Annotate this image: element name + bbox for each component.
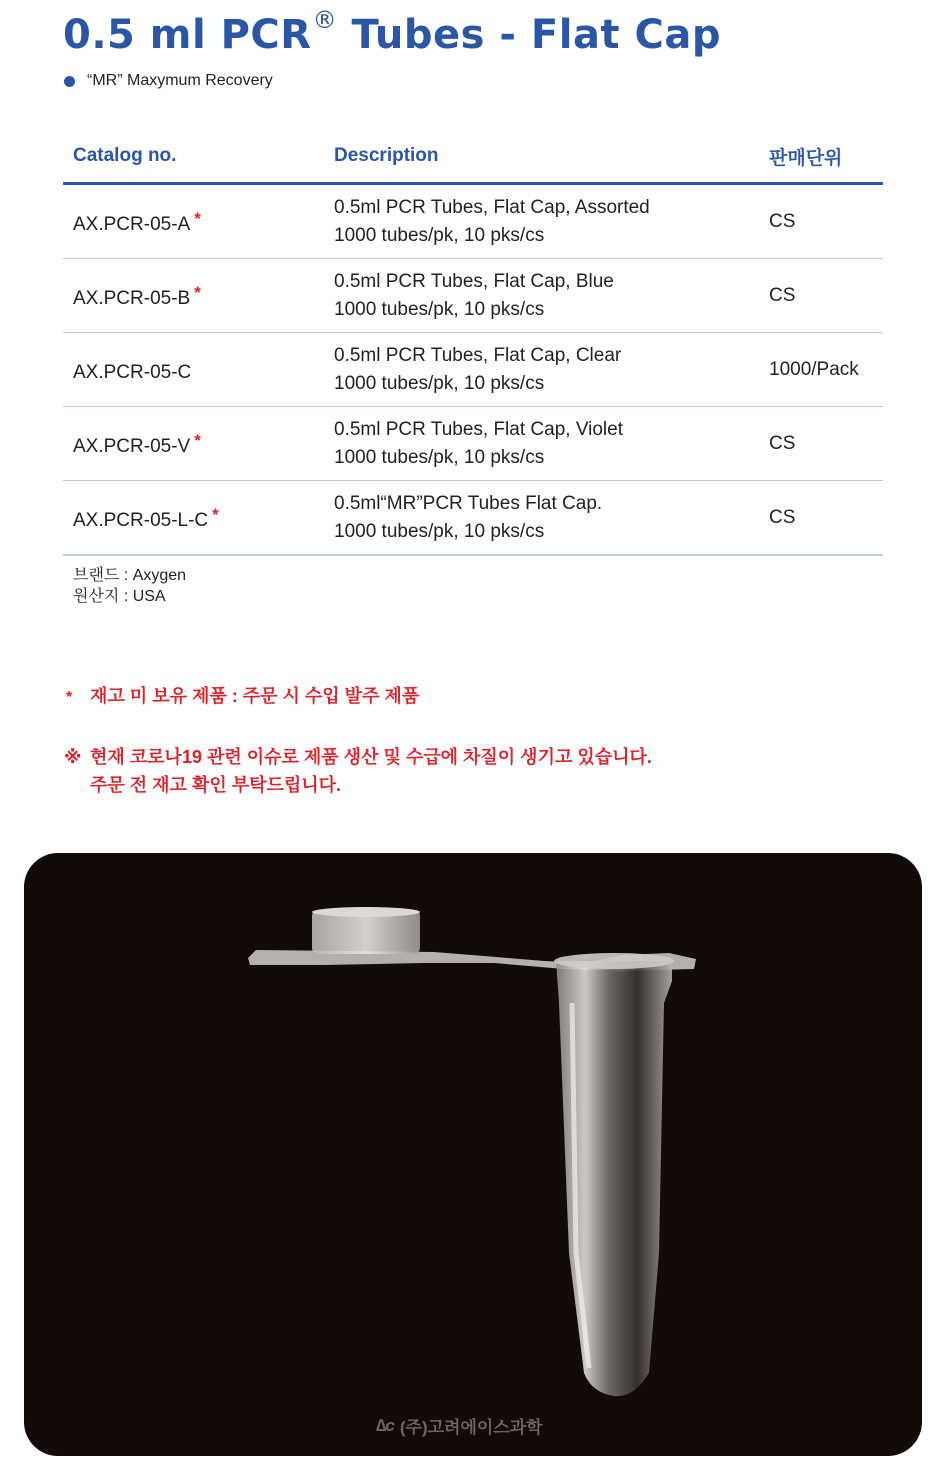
packaging-line: 1000 tubes/pk, 10 pks/cs [334,224,545,246]
bullet-dot-icon [64,76,75,87]
company-watermark [376,1413,543,1438]
header-catalog: Catalog no. [63,130,324,184]
description-cell [324,333,759,407]
out-of-stock-star: * [194,208,201,228]
out-of-stock-star: * [194,430,201,450]
covid-notice [64,743,652,799]
catalog-cell [63,333,324,407]
header-description: Description [324,130,759,184]
pcr-tube-illustration [24,853,922,1456]
description-line: 0.5ml“MR”PCR Tubes Flat Cap. [334,492,603,514]
catalog-cell [63,407,324,481]
product-photo [24,853,922,1456]
out-of-stock-star: * [212,504,219,524]
company-name: (주)고려에이스과학 [399,1418,543,1437]
unit-cell: 1000/Pack [759,333,883,407]
unit-cell: CS [759,184,883,259]
unit-cell: CS [759,407,883,481]
catalog-cell [63,481,324,556]
company-logo-icon: ∆c [376,1415,394,1435]
out-of-stock-star: * [194,282,201,302]
header-unit: 판매단위 [759,130,883,184]
description-cell [324,259,759,333]
title-rest: Tubes - Flat Cap [351,12,721,58]
registered-mark: ® [312,6,338,34]
subtitle: “MR” Maxymum Recovery [87,72,273,89]
table-row [63,481,883,556]
description-cell [324,481,759,556]
covid-notice-line2: 주문 전 재고 확인 부탁드립니다. [90,775,342,795]
brand-label: 브랜드 : Axygen [73,567,187,584]
origin-label: 원산지 : USA [73,588,166,605]
catalog-number: AX.PCR-05-A [73,213,191,235]
packaging-line: 1000 tubes/pk, 10 pks/cs [334,520,545,542]
catalog-cell [63,259,324,333]
unit-cell: CS [759,259,883,333]
product-meta [73,565,186,607]
catalog-number: AX.PCR-05-V [73,435,191,457]
catalog-table [63,130,883,556]
table-row [63,259,883,333]
page-title [63,6,721,58]
description-cell [324,407,759,481]
description-line: 0.5ml PCR Tubes, Flat Cap, Clear [334,344,622,366]
subtitle-row [64,72,273,90]
description-line: 0.5ml PCR Tubes, Flat Cap, Assorted [334,196,650,218]
packaging-line: 1000 tubes/pk, 10 pks/cs [334,446,545,468]
unit-cell: CS [759,481,883,556]
table-header-row [63,130,883,184]
catalog-number: AX.PCR-05-C [73,361,192,383]
title-main: 0.5 ml PCR [63,12,312,58]
cap-top [312,907,420,917]
table-row [63,333,883,407]
description-line: 0.5ml PCR Tubes, Flat Cap, Blue [334,270,614,292]
table-row [63,184,883,259]
description-cell [324,184,759,259]
asterisk-icon: * [66,689,73,706]
table-row [63,407,883,481]
packaging-line: 1000 tubes/pk, 10 pks/cs [334,372,545,394]
catalog-number: AX.PCR-05-L-C [73,509,209,531]
tube-rim [554,953,674,969]
covid-notice-line1: 현재 코로나19 관련 이슈로 제품 생산 및 수급에 차질이 생기고 있습니다. [90,747,652,767]
reference-mark-icon: ※ [64,747,82,767]
stock-notice [66,682,419,708]
catalog-number: AX.PCR-05-B [73,287,191,309]
packaging-line: 1000 tubes/pk, 10 pks/cs [334,298,545,320]
catalog-cell [63,184,324,259]
stock-notice-text: 재고 미 보유 제품 : 주문 시 수입 발주 제품 [90,686,420,706]
description-line: 0.5ml PCR Tubes, Flat Cap, Violet [334,418,623,440]
